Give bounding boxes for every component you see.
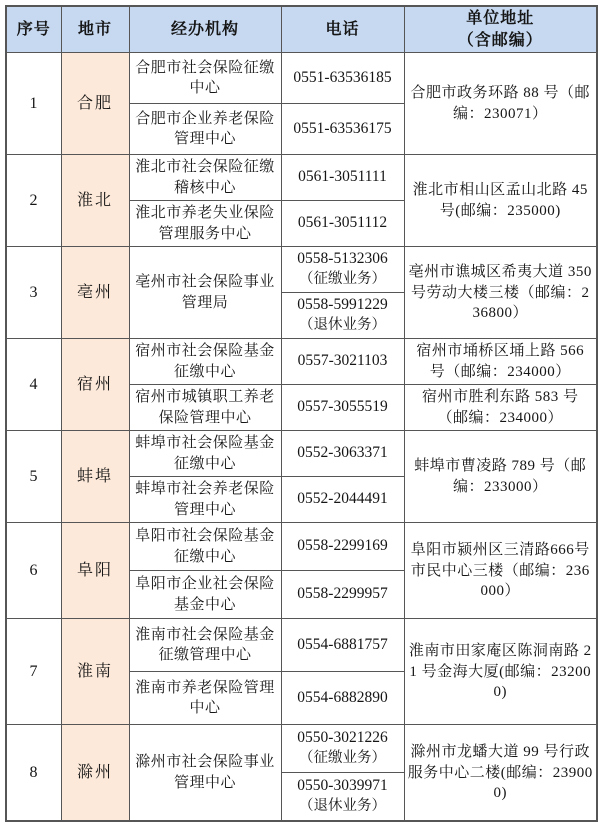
header-address — [404, 6, 597, 53]
phone-cell: 0558-2299169 — [281, 523, 404, 571]
agency-cell: 蚌埠市社会保险基金征缴中心 — [129, 431, 281, 477]
phone-cell: 0551-63536185 — [281, 53, 404, 104]
header-city: 地市 — [61, 6, 129, 53]
address-cell: 合肥市政务环路 88 号（邮编：230071） — [404, 53, 597, 155]
city-cell: 亳州 — [61, 247, 129, 339]
serial-cell: 1 — [6, 53, 61, 155]
phone-cell — [281, 293, 404, 339]
phone-number: 0550-3039971 — [297, 777, 388, 795]
phone-note: （退休业务） — [299, 798, 386, 815]
agency-cell: 合肥市社会保险征缴中心 — [129, 53, 281, 104]
header-phone: 电话 — [281, 6, 404, 53]
agency-cell: 合肥市企业养老保险管理中心 — [129, 104, 281, 155]
phone-number: 0550-3021226 — [297, 729, 388, 747]
address-cell: 宿州市埇桥区埇上路 566 号（邮编：234000） — [404, 339, 597, 385]
agency-cell: 阜阳市企业社会保险基金中心 — [129, 571, 281, 619]
address-cell: 滁州市龙蟠大道 99 号行政服务中心二楼(邮编：239000) — [404, 725, 597, 822]
city-cell: 滁州 — [61, 725, 129, 822]
table-row-hefei-1 — [6, 53, 597, 104]
serial-cell: 3 — [6, 247, 61, 339]
serial-cell: 4 — [6, 339, 61, 431]
agency-contact-table — [5, 5, 598, 822]
city-cell: 合肥 — [61, 53, 129, 155]
address-cell: 亳州市谯城区希夷大道 350 号劳动大楼三楼（邮编：236800） — [404, 247, 597, 339]
table-row-huaibei-1 — [6, 155, 597, 201]
agency-cell: 蚌埠市社会养老保险管理中心 — [129, 477, 281, 523]
agency-cell: 淮北市养老失业保险管理服务中心 — [129, 201, 281, 247]
phone-number: 0558-5132306 — [297, 250, 388, 268]
header-row — [6, 6, 597, 53]
phone-cell: 0561-3051111 — [281, 155, 404, 201]
address-cell: 蚌埠市曹凌路 789 号（邮编：233000） — [404, 431, 597, 523]
phone-cell: 0552-3063371 — [281, 431, 404, 477]
header-agency: 经办机构 — [129, 6, 281, 53]
table-row-bozhou-1 — [6, 247, 597, 293]
agency-cell: 淮南市社会保险基金征缴管理中心 — [129, 619, 281, 672]
header-address-line1: 单位地址 — [466, 10, 535, 27]
agency-cell: 宿州市社会保险基金征缴中心 — [129, 339, 281, 385]
table-row-huainan-1 — [6, 619, 597, 672]
header-address-line2: （含邮编） — [457, 31, 543, 49]
table-row-chuzhou-1 — [6, 725, 597, 773]
phone-note: （征缴业务） — [299, 271, 386, 288]
address-cell: 淮南市田家庵区陈洞南路 21 号金海大厦(邮编：232000) — [404, 619, 597, 725]
serial-cell: 6 — [6, 523, 61, 619]
city-cell: 淮南 — [61, 619, 129, 725]
agency-cell: 亳州市社会保险事业管理局 — [129, 247, 281, 339]
city-cell: 淮北 — [61, 155, 129, 247]
city-cell: 蚌埠 — [61, 431, 129, 523]
serial-cell: 8 — [6, 725, 61, 822]
agency-cell: 宿州市城镇职工养老保险管理中心 — [129, 385, 281, 431]
phone-cell: 0557-3021103 — [281, 339, 404, 385]
address-cell: 阜阳市颍州区三清路666号市民中心三楼（邮编：236000） — [404, 523, 597, 619]
phone-number: 0558-5991229 — [297, 296, 388, 314]
phone-cell: 0558-2299957 — [281, 571, 404, 619]
city-cell: 宿州 — [61, 339, 129, 431]
phone-cell — [281, 725, 404, 773]
serial-cell: 2 — [6, 155, 61, 247]
header-serial: 序号 — [6, 6, 61, 53]
table-row-suzhou-1 — [6, 339, 597, 385]
phone-note: （退休业务） — [299, 317, 386, 334]
agency-cell: 淮南市养老保险管理中心 — [129, 672, 281, 725]
phone-cell: 0554-6882890 — [281, 672, 404, 725]
phone-note: （征缴业务） — [299, 750, 386, 767]
phone-cell: 0552-2044491 — [281, 477, 404, 523]
phone-cell: 0551-63536175 — [281, 104, 404, 155]
address-cell: 淮北市相山区孟山北路 45 号(邮编：235000) — [404, 155, 597, 247]
agency-cell: 滁州市社会保险事业管理中心 — [129, 725, 281, 822]
phone-cell — [281, 773, 404, 822]
city-cell: 阜阳 — [61, 523, 129, 619]
serial-cell: 5 — [6, 431, 61, 523]
table-row-fuyang-1 — [6, 523, 597, 571]
table-row-bengbu-1 — [6, 431, 597, 477]
phone-cell: 0561-3051112 — [281, 201, 404, 247]
agency-cell: 阜阳市社会保险基金征缴中心 — [129, 523, 281, 571]
phone-cell — [281, 247, 404, 293]
agency-cell: 淮北市社会保险征缴稽核中心 — [129, 155, 281, 201]
address-cell: 宿州市胜利东路 583 号（邮编：234000） — [404, 385, 597, 431]
serial-cell: 7 — [6, 619, 61, 725]
phone-cell: 0557-3055519 — [281, 385, 404, 431]
phone-cell: 0554-6881757 — [281, 619, 404, 672]
